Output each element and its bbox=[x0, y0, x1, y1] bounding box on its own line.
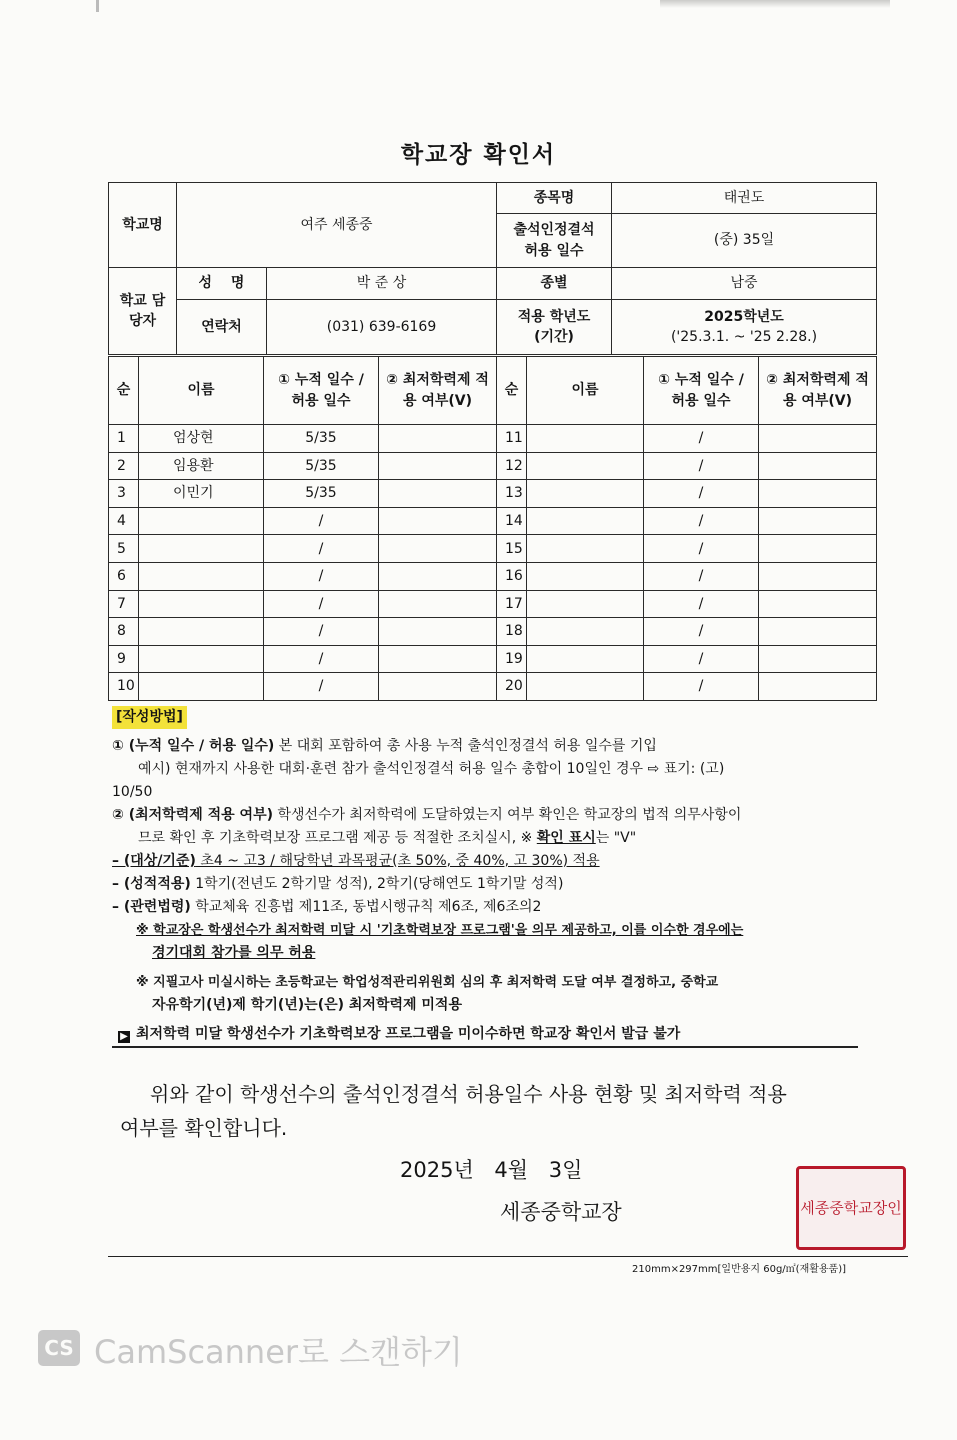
row-apply bbox=[379, 645, 497, 673]
row-apply bbox=[379, 452, 497, 480]
event-label: 종목명 bbox=[497, 183, 612, 214]
row-days-2: / bbox=[644, 618, 759, 646]
school-label: 학교명 bbox=[109, 183, 177, 268]
row-apply bbox=[379, 507, 497, 535]
guide-item-1 bbox=[112, 735, 882, 758]
writing-guide bbox=[112, 706, 882, 1048]
table-row bbox=[109, 562, 877, 590]
guide-item-2-line2 bbox=[112, 827, 882, 850]
row-days: 5/35 bbox=[264, 452, 379, 480]
guide-note-1: ※ 학교장은 학생선수가 최저학력 미달 시 '기초학력보장 프로그램'을 의무 제공하고, 이를 이수한 경우에는 bbox=[136, 923, 744, 938]
table-header-row bbox=[109, 357, 877, 425]
row-name-2 bbox=[527, 562, 644, 590]
square-arrow-icon: ▶ bbox=[118, 1031, 130, 1043]
guide-sub-3-text: 학교체육 진흥법 제11조, 동법시행규칙 제6조, 제6조의2 bbox=[190, 899, 542, 915]
row-name-2 bbox=[527, 535, 644, 563]
row-name-2 bbox=[527, 645, 644, 673]
guide-sub-1 bbox=[112, 850, 882, 873]
category-value: 남중 bbox=[612, 268, 877, 300]
contact-label: 연락처 bbox=[177, 300, 267, 355]
row-apply-2 bbox=[759, 590, 877, 618]
table-row bbox=[109, 507, 877, 535]
row-name: 임용환 bbox=[139, 452, 264, 480]
row-name bbox=[139, 535, 264, 563]
row-days: / bbox=[264, 618, 379, 646]
guide-sub-2 bbox=[112, 873, 882, 896]
row-no: 1 bbox=[109, 425, 139, 453]
row-apply bbox=[379, 590, 497, 618]
period-value: ('25.3.1. ~ '25 2.28.) bbox=[670, 329, 818, 345]
header-apply: ② 최저학력제 적용 여부(V) bbox=[379, 357, 497, 425]
row-days-2: / bbox=[644, 425, 759, 453]
guide-note-2: ※ 지필고사 미실시하는 초등학교는 학업성적관리위원회 심의 후 최저학력 도달 여부 결정하고, 중학교 bbox=[136, 975, 719, 990]
camscanner-watermark: CamScanner로 스캔하기 bbox=[94, 1333, 463, 1371]
guide-item-2 bbox=[112, 804, 882, 827]
row-no-2: 12 bbox=[497, 452, 527, 480]
year-value: 2025학년도 bbox=[704, 308, 784, 325]
row-name-2 bbox=[527, 673, 644, 701]
allow-label: 출석인정결석 허용 일수 bbox=[497, 214, 612, 268]
row-days-2: / bbox=[644, 562, 759, 590]
row-name-2 bbox=[527, 480, 644, 508]
table-row bbox=[109, 618, 877, 646]
row-apply-2 bbox=[759, 452, 877, 480]
row-name bbox=[139, 590, 264, 618]
guide-title: [작성방법] bbox=[112, 706, 187, 729]
row-no-2: 17 bbox=[497, 590, 527, 618]
name-label: 성 명 bbox=[177, 268, 267, 300]
guide-item-2-text2c: 는 "V" bbox=[595, 830, 637, 846]
confirm-mark-label: 확인 표시 bbox=[536, 830, 596, 846]
row-apply bbox=[379, 673, 497, 701]
year-label: 적용 학년도 (기간) bbox=[497, 300, 612, 355]
row-name bbox=[139, 618, 264, 646]
paper-spec: 210mm×297mm[일반용지 60g/㎡(재활용품)] bbox=[632, 1264, 847, 1275]
row-days-2: / bbox=[644, 507, 759, 535]
row-no-2: 14 bbox=[497, 507, 527, 535]
issue-date: 2025년 4월 3일 bbox=[400, 1158, 583, 1182]
row-name-2 bbox=[527, 425, 644, 453]
header-name: 이름 bbox=[139, 357, 264, 425]
row-name-2 bbox=[527, 507, 644, 535]
guide-final-note-text: 최저학력 미달 학생선수가 기초학력보장 프로그램을 미이수하면 학교장 확인서 발급 불가 bbox=[136, 1026, 681, 1042]
table-row bbox=[109, 480, 877, 508]
closing-line-1: 위와 같이 학생선수의 출석인정결석 허용일수 사용 현황 및 최저학력 적용 bbox=[150, 1082, 787, 1106]
row-apply-2 bbox=[759, 480, 877, 508]
row-no: 2 bbox=[109, 452, 139, 480]
seal-text: 세종중학교장인 bbox=[800, 1198, 902, 1217]
row-name bbox=[139, 507, 264, 535]
footer-divider bbox=[108, 1256, 908, 1257]
guide-sub-1-text: 초4 ~ 고3 / 해당학년 과목평균(초 50%, 중 40%, 고 30%) 적용 bbox=[195, 853, 600, 869]
guide-item-1-head: ① (누적 일수 / 허용 일수) bbox=[112, 738, 275, 754]
info-table bbox=[108, 182, 877, 355]
table-row bbox=[109, 425, 877, 453]
scan-edge-mark bbox=[96, 0, 99, 12]
row-name bbox=[139, 673, 264, 701]
guide-item-2-text: 학생선수가 최저학력에 도달하였는지 여부 확인은 학교장의 법적 의무사항이 bbox=[273, 807, 742, 823]
row-days: / bbox=[264, 507, 379, 535]
header-no-2: 순 bbox=[497, 357, 527, 425]
contact-value: (031) 639-6169 bbox=[267, 300, 497, 355]
row-apply-2 bbox=[759, 618, 877, 646]
row-name bbox=[139, 562, 264, 590]
guide-sub-2-text: 1학기(전년도 2학기말 성적), 2학기(당해연도 1학기말 성적) bbox=[190, 876, 564, 892]
row-name: 이민기 bbox=[139, 480, 264, 508]
manager-label: 학교 담당자 bbox=[109, 268, 177, 355]
guide-note-2-cont: 자유학기(년)제 학기(년)는(은) 최저학력제 미적용 bbox=[152, 997, 462, 1013]
school-value: 여주 세종중 bbox=[177, 183, 497, 268]
guide-item-2-head: ② (최저학력제 적용 여부) bbox=[112, 807, 273, 823]
closing-statement bbox=[120, 1077, 880, 1145]
table-body bbox=[109, 425, 877, 701]
row-no: 7 bbox=[109, 590, 139, 618]
row-no: 8 bbox=[109, 618, 139, 646]
year-cell bbox=[612, 300, 877, 355]
row-days: 5/35 bbox=[264, 425, 379, 453]
row-apply-2 bbox=[759, 535, 877, 563]
row-no: 10 bbox=[109, 673, 139, 701]
table-row bbox=[109, 452, 877, 480]
row-days: / bbox=[264, 535, 379, 563]
row-name-2 bbox=[527, 452, 644, 480]
row-no-2: 11 bbox=[497, 425, 527, 453]
signer-name: 세종중학교장 bbox=[500, 1200, 622, 1224]
row-days-2: / bbox=[644, 480, 759, 508]
row-no-2: 13 bbox=[497, 480, 527, 508]
header-days: ① 누적 일수 / 허용 일수 bbox=[264, 357, 379, 425]
guide-final-note bbox=[112, 1023, 858, 1048]
guide-sub-3 bbox=[112, 896, 882, 919]
row-apply bbox=[379, 562, 497, 590]
row-no: 6 bbox=[109, 562, 139, 590]
row-days: / bbox=[264, 590, 379, 618]
event-value: 태권도 bbox=[612, 183, 877, 214]
row-no: 5 bbox=[109, 535, 139, 563]
row-apply-2 bbox=[759, 645, 877, 673]
category-label: 종별 bbox=[497, 268, 612, 300]
row-days: / bbox=[264, 673, 379, 701]
row-no: 3 bbox=[109, 480, 139, 508]
row-days-2: / bbox=[644, 535, 759, 563]
header-apply-2: ② 최저학력제 적용 여부(V) bbox=[759, 357, 877, 425]
allow-value: (중) 35일 bbox=[612, 214, 877, 268]
guide-sub-1-head: – (대상/기준) bbox=[112, 853, 196, 869]
guide-item-1-example: 예시) 현재까지 사용한 대회·훈련 참가 출석인정결석 허용 일수 총합이 10일인 경우 ⇨ 표기: (고) bbox=[138, 761, 725, 777]
row-days-2: / bbox=[644, 673, 759, 701]
guide-item-2-text2a: 므로 확인 후 기초학력보장 프로그램 제공 등 적절한 조치실시, ※ bbox=[138, 830, 537, 846]
row-no: 9 bbox=[109, 645, 139, 673]
header-name-2: 이름 bbox=[527, 357, 644, 425]
row-no-2: 19 bbox=[497, 645, 527, 673]
official-seal bbox=[796, 1166, 906, 1250]
row-days: 5/35 bbox=[264, 480, 379, 508]
row-name-2 bbox=[527, 590, 644, 618]
name-value: 박 준 상 bbox=[267, 268, 497, 300]
document-title: 학교장 확인서 bbox=[400, 142, 557, 168]
row-days-2: / bbox=[644, 590, 759, 618]
row-no: 4 bbox=[109, 507, 139, 535]
scan-edge-shadow bbox=[660, 0, 890, 8]
guide-sub-2-head: – (성적적용) bbox=[112, 876, 191, 892]
header-no: 순 bbox=[109, 357, 139, 425]
athlete-table bbox=[108, 356, 877, 701]
row-apply bbox=[379, 425, 497, 453]
table-row bbox=[109, 645, 877, 673]
guide-item-1-text: 본 대회 포함하여 총 사용 누적 출석인정결석 허용 일수를 기입 bbox=[274, 738, 657, 754]
closing-line-2: 여부를 확인합니다. bbox=[120, 1116, 288, 1140]
guide-item-1-example-cont: 10/50 bbox=[112, 784, 153, 800]
row-days-2: / bbox=[644, 645, 759, 673]
row-no-2: 15 bbox=[497, 535, 527, 563]
row-apply bbox=[379, 535, 497, 563]
row-apply-2 bbox=[759, 425, 877, 453]
row-name bbox=[139, 645, 264, 673]
row-days: / bbox=[264, 562, 379, 590]
row-no-2: 18 bbox=[497, 618, 527, 646]
table-row bbox=[109, 673, 877, 701]
camscanner-logo-icon: CS bbox=[38, 1330, 80, 1366]
row-apply-2 bbox=[759, 673, 877, 701]
row-apply-2 bbox=[759, 562, 877, 590]
row-apply bbox=[379, 480, 497, 508]
row-apply bbox=[379, 618, 497, 646]
row-no-2: 16 bbox=[497, 562, 527, 590]
row-name-2 bbox=[527, 618, 644, 646]
row-apply-2 bbox=[759, 507, 877, 535]
guide-note-1-cont: 경기대회 참가를 의무 허용 bbox=[152, 945, 316, 961]
row-name: 엄상현 bbox=[139, 425, 264, 453]
table-row bbox=[109, 590, 877, 618]
row-days-2: / bbox=[644, 452, 759, 480]
guide-sub-3-head: – (관련법령) bbox=[112, 899, 191, 915]
header-days-2: ① 누적 일수 / 허용 일수 bbox=[644, 357, 759, 425]
row-no-2: 20 bbox=[497, 673, 527, 701]
row-days: / bbox=[264, 645, 379, 673]
table-row bbox=[109, 535, 877, 563]
